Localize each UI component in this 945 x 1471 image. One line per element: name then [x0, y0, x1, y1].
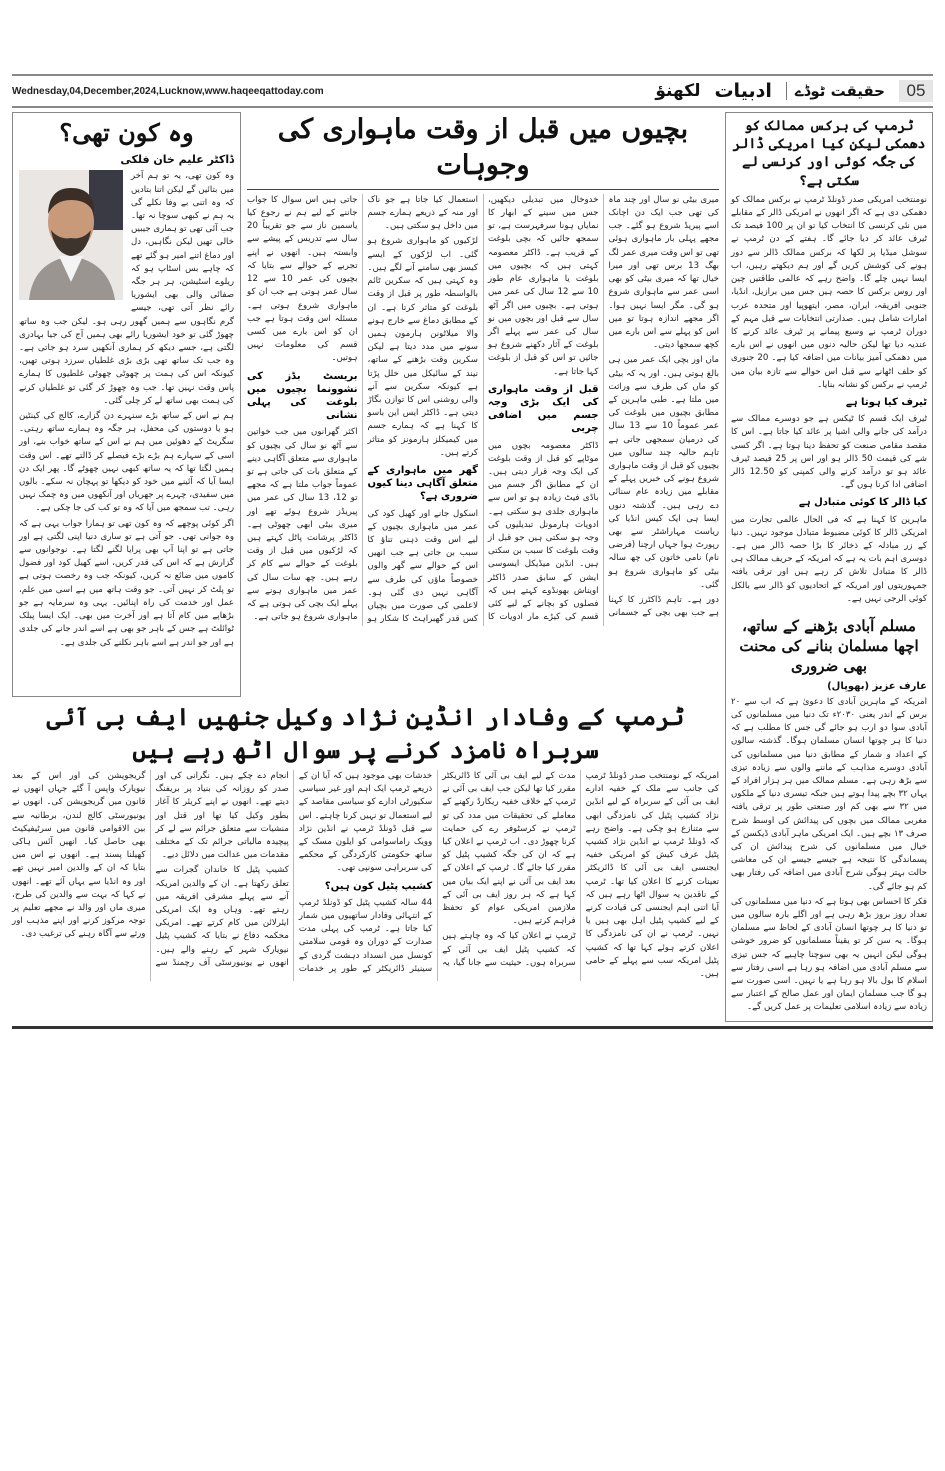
subheading: کیا ڈالر کا کوئی متبادل ہے	[798, 497, 927, 509]
subheading: کشیپ پٹیل کون ہیں؟	[324, 880, 433, 892]
newspaper-page	[12, 0, 933, 1029]
bottom-article	[12, 701, 719, 1021]
paragraph: اگر کوئی پوچھے کہ وہ کون تھی تو ہمارا جواب یہی ہے کہ وہ جوانی تھی۔ جو آتی ہے تو ساری دنیا اپنی لگتی ہے اور جاتی ہے تو اپنا آپ بھی پرایا لگنے لگتا ہے۔ نوجوانوں سے گزارش ہے کہ اس کی قدر کریں، اسے کھیل کود اور فضول کاموں میں ضائع نہ کریں، کیونکہ جب وہ رخصت ہوتی ہے تو پلٹ کر نہیں آتی۔ جو وقت ہاتھ میں ہے اسی میں علم، عمل اور خدمت کی راہ اپنائیں۔ یہی وہ سرمایہ ہے جو بڑھاپے میں کام آتا ہے اور آخرت میں بھی۔ ایک ایسا پبلک ٹوائلٹ ہے جس کے باہر جو بھی ہے اسے اندر جانے کی جلدی ہے اور جو اندر ہے اسے باہر نکلنے کی جلدی ہے۔	[19, 518, 234, 648]
masthead-titles	[615, 80, 933, 102]
paragraph: دور ہے۔ تاہم ڈاکٹرز کا کہنا ہے جب بھی بچی کے جسمانی خدوخال میں تبدیلی دیکھیں، جس میں سینے کے ابھار کا نمایاں ہونا سرفہرست ہے، تو سمجھ جائیں کہ بچی بلوغت کے قریب ہے۔ ڈاکٹر معصومہ کہتی ہیں کہ بچیوں میں بلوغت یا ماہواری عام طور 10 سے 12 سال کی عمر میں ہوتی ہے۔ بچیوں میں اگر آٹھ سال سے قبل اور بچوں میں نو سال کی عمر سے پہلے اگر بلوغت کے آثار دکھنے شروع ہو جائیں تو اس کو قبل از بلوغت کہا جاتا ہے۔	[488, 194, 719, 619]
dateline: Wednesday,04,December,2024,Lucknow,www.haqeeqattoday.com	[12, 85, 324, 97]
right-article-2-title: مسلم آبادی بڑھنے کے ساتھ، اچھا مسلمان بنانے کی محنت بھی ضروری	[739, 616, 919, 676]
main-article-body	[247, 194, 719, 627]
bottom-article-body	[12, 770, 719, 981]
paragraph: وہ کون تھی، یہ تو ہم آخر میں بتائیں گے لیکن اتنا بتادیں کہ وہ اتنی بے وفا نکلے گی یہ ہم نے کبھی سوچا نہ تھا۔ جب آئی تھی تو ہماری جیبیں خالی تھیں لیکن نگاہیں، دل اور دماغ اتنے امیر ہو گئے تھے کہ چاہے بس اسٹاپ ہو کہ ریلوے اسٹیشن، ہر ہر جگہ صفائی والی بھی ایشوریا رائے نظر آتی تھی، جیسے گرم نگاہوں سے ہمیں گھور رہی ہو۔ لیکن جب وہ ساتھ چھوڑ گئی تو خود ایشوریا رائے بھی ہمیں آج کی جیا بہادری لگتی ہے، جسے دیکھ کر ہماری آنکھیں سرد ہو جاتی ہے۔ وہ جب تک ساتھ تھی بڑی بڑی غلطیاں سرزد ہوتی تھیں، کیونکہ اس کی ہمت پر چھوٹی چھوٹی غلطیوں کا ہمارے پاس وقت نہیں تھا۔ جب وہ چھوڑ کر گئی تو غلطیاں کرنے کی ہمت بھی ساتھ لے کر چلی گئی۔	[19, 171, 234, 406]
left-article-author: ڈاکٹر علیم خان فلکی	[120, 153, 234, 167]
paragraph: کشیپ پٹیل کا خاندان گجرات سے تعلق رکھتا ہے۔ ان کے والدین امریکہ آنے سے پہلے مشرقی افریقہ میں رہتے تھے۔ وہاں وہ ایک امریکی ایئرلائن میں کام کرتے تھے۔ امریکی محکمہ دفاع نے بتایا کہ کشیپ پٹیل نیویارک شہر کے رہنے والے ہیں۔ انھوں نے یونیورسٹی آف رچمنڈ سے گریجویشن کی اور اس کے بعد نیویارک واپس آ گئے جہاں انھوں نے قانون میں گریجویشن کی۔ انھوں نے یونیورسٹی کالج لندن، برطانیہ سے بین الاقوامی قانون میں سرٹیفیکیٹ بھی حاصل کیا۔ انھیں آئس ہاکی کھیلنا پسند ہے۔ انھوں نے اس میں بتایا کہ ان کے والدین امیر نہیں تھے اور وہ انڈیا سے یہاں آئے تھے۔ انھوں نے کہا کہ بہت سے والدین کی طرح، میری ماں اور والد نے مجھے تعلیم پر توجہ مرکوز کرنے اور اپنے مذہب اور ورثے سے آگاہ رہنے کی ترغیب دی۔	[12, 770, 289, 968]
subheading: گھر میں ماہواری کے متعلق آگاہی دینا کیوں ضروری ہے؟	[367, 464, 478, 503]
paragraph: میری بیٹی نو سال اور چند ماہ کی تھی جب ایک دن اچانک اسے پیریڈ شروع ہو گئے۔ جب مجھے پہلی بار ماہواری ہوئی تھی تو اس وقت میری عمر لگ بھگ 13 برس تھی اور میرا خیال تھا کہ میری بیٹی کو بھی اسی عمر سے ماہواری شروع ہو گی۔ مگر ایسا نہیں ہوا۔ اگر مجھے اندازہ ہوتا تو میں اس کو پہلے سے اس بارے میں کچھ سمجھا دیتی۔	[608, 194, 719, 351]
paragraph: امریکہ کے ماہرین آبادی کا دعویٰ ہے کہ اب سے ۲۰ برس کے اندر یعنی ۲۰۳۰ء تک دنیا میں مسلمانوں کی آبادی سوا دو ارب ہو جائے گی جس کا مطلب ہے کہ دنیا کا ہر چوتھا انسان مسلمان ہوگا۔ گذشتہ سالوں کے اعداد و شمار کے مطابق دنیا میں مسلمانوں کی آبادی دوسرے مذاہب کے ماننے والوں سے زیادہ تیزی سے بڑھ رہی ہے۔ مسلم ممالک میں ہر ہزار افراد کے یہاں ۳۲ بچے پیدا ہوتے ہیں جبکہ تیسری دنیا کے ملکوں میں ۳۲ سے بھی کم اور صنعتی طور پر ترقی یافتہ مغربی ممالک میں بچوں کی پیدائش کی اوسط شرح صرف ۱۳ بچے ہیں۔ ایک امریکی ماہر آبادی ڈیکسن کے خیال میں مسلمانوں کی شرح پیدائش ان کی پسماندگی کا نتیجہ ہے جیسے جیسے ان کی معاشی حالت بہتر ہوگی شرح آبادی میں اضافہ کی رفتار بھی کم ہو جائے گی۔	[731, 696, 927, 892]
paragraph: لڑکیوں کو ماہواری شروع ہو گئی۔ اب لڑکوں کے ایسے کیسز بھی سامنے آنے لگے ہیں۔ وہ کہتی ہیں کہ سکرین ٹائم بالواسطہ طور پر قبل از وقت بلوغت کو متاثر کرتا ہے۔ ان کے مطابق دماغ سے خارج ہونے والا میلاٹونن ہارمون ہمیں سونے میں مدد دیتا ہے لیکن سکرین وقت بڑھنے کے ساتھ، نیند کے سائیکل میں خلل پڑتا ہے کیونکہ سکرین سے آنے والی روشنی اس کا توازن بگاڑ دیتی ہے۔ ڈاکٹر ایس این باسو کا کہنا ہے کہ ہمارے جسم میں کیمیکلز ہارمونز کو متاثر کرتے ہیں۔	[367, 236, 478, 458]
bottom-article-title: ٹرمپ کے وفادار انڈین نژاد وکیل جنھیں ایف بی آئی سربراہ نامزد کرنے پر سوال اٹھ رہے ہیں	[46, 702, 685, 764]
subheading: بریسٹ بڈز کی نشوونما بچیوں میں بلوغت کی پہلی نشانی	[247, 370, 358, 422]
left-article-title: وہ کون تھی؟	[59, 118, 194, 147]
page-number: 05	[899, 80, 933, 102]
page-bottom-rule	[12, 1026, 933, 1029]
paragraph: فکر کا احساس بھی ہوتا ہے کہ دنیا میں مسلمانوں کی تعداد روز بروز بڑھ رہی ہے اور اگلے بارہ سالوں میں تو دنیا کا ہر چوتھا انسان آبادی کے لحاظ سے مسلمان ہوگا۔ یہ سن کر تو یقیناً مسلمانوں کو ضرور خوشی ہوگی لیکن انہیں یہ بھی سوچنا چاہیے کہ جس تیزی سے مسلم آبادی میں اضافہ ہو رہا ہے اسی رفتار سے اسلام کا بول بالا ہو رہا ہے یا نہیں۔ اسی صورت سے ہو گا جب مسلمان ایمان اور عمل صالح کے اعتبار سے زیادہ سے زیادہ اسلامی تعلیمات پر عمل کریں گے۔	[731, 896, 927, 1013]
author-portrait-icon	[19, 170, 123, 300]
main-article-title: بچیوں میں قبل از وقت ماہواری کی وجوہات	[277, 114, 689, 182]
paragraph: مدت کے لیے ایف بی آئی کا ڈائریکٹر مقرر کیا تھا لیکن جب ایف بی آئی نے ٹرمپ کے خلاف خفیہ ریکارڈ رکھنے کے معاملے کی تحقیقات میں مدد کی تو ٹرمپ نے کرسٹوفر رے کی حمایت کرنا چھوڑ دی۔ اب ٹرمپ نے اعلان کیا ہے کہ ان کی جگہ کشیپ پٹیل کو مقرر کیا جائے گا۔ ٹرمپ کے اعلان کے بعد ایف بی آئی نے اپنے ایک بیان میں کہا ہے کہ ہر روز ایف بی آئی کے ملازمین امریکی عوام کو تحفظ فراہم کرتے ہیں۔	[442, 770, 576, 927]
paragraph: ماہرین کا کہنا ہے کہ فی الحال عالمی تجارت میں امریکی ڈالر کا کوئی مضبوط متبادل موجود نہیں۔ دنیا کے زر مبادلہ کے ذخائر کا بڑا حصہ ڈالر میں ہے۔ دوسری اہم بات یہ ہے کہ امریکہ کے حریف ممالک ہی ڈالر کا متبادل تلاش کر رہے ہیں اور ترقی یافتہ جمہوریتوں اور امریکہ کے اتحادیوں کو ڈالر سے بالکل کوئی الرجی نہیں ہے۔	[731, 514, 927, 604]
paragraph: ہم نے اس کے ساتھ بڑے سنہرے دن گزارے، کالج کی کینٹین ہو یا دوستوں کی محفل، ہر جگہ وہ ہمارے ساتھ رہتی۔ سگریٹ کے دھوئیں میں ہم نے اس کے ساتھ خواب بنے، اور اسی کے سہارے ہم بڑے بڑے فیصلے کر ڈالتے تھے۔ اس وقت ہمیں لگتا تھا کہ یہ ساتھ کبھی نہیں چھوٹے گا۔ پھر ایک دن ایسا آیا کہ آئینے میں خود کو دیکھا تو پہچان نہ سکے۔ بالوں میں سفیدی، چہرے پر جھریاں اور آنکھوں میں وہ چمک نہیں رہی۔ تب سمجھ میں آیا کہ وہ تو کب کی جا چکی ہے۔	[19, 411, 234, 514]
newspaper-logo: حقیقت ٹوڈے	[786, 82, 885, 100]
paragraph: ٹیرف ایک قسم کا ٹیکس ہے جو دوسرے ممالک سے درآمد کی جانے والی اشیا پر عائد کیا جاتا ہے۔ اس کا مقصد مقامی صنعت کو تحفظ دینا ہوتا ہے۔ اگر کسی شے کی قیمت 50 ڈالر ہو اور اس پر 25 فیصد ٹیرف عائد ہو تو درآمد کرنے والی کمپنی کو 12.50 ڈالر اضافی ادا کرنا ہوں گے۔	[731, 414, 928, 491]
city-label: لکھنؤ	[655, 81, 701, 101]
subheading: ٹیرف کیا ہوتا ہے	[845, 396, 927, 408]
paragraph: ڈاکٹر معصومہ بچوں میں موٹاپے کو قبل از وقت بلوغت کی ایک وجہ قرار دیتی ہیں۔ ان کے مطابق اگر جسم میں باڈی فیٹ زیادہ ہو تو اس سے ماہواری جلدی ہو سکتی ہے۔ ادویات ہارمونل تبدیلیوں کی وجہ ہو سکتی ہیں جو قبل از وقت بلوغت کا سبب بن سکتی ہیں۔ انڈین میڈیکل ایسوسی ایشن کے سابق صدر ڈاکٹر اویناش بھونڈوے کہتے ہیں کہ فصلوں کو بچانے کے لیے کئی قسم کی کیڑے مار ادویات کا استعمال کیا جاتا ہے جو ناک اور منہ کے ذریعے ہمارے جسم میں داخل ہو سکتی ہیں۔	[367, 194, 599, 623]
right-article-title: ٹرمپ کی برکس ممالک کو دھمکی لیکن کیا امریکی ڈالر کی جگہ کوئی اور کرنسی لے سکتی ہے؟	[732, 118, 926, 189]
paragraph: اکثر گھرانوں میں جب خواتین سے آٹھ نو سال کی بچیوں کو ماہواری سے متعلق آگاہی دینے کے متعلق بات کی جاتی ہے تو عموماً جواب ملتا ہے کہ مجھے تو 12، 13 سال کی عمر میں پیریڈز شروع ہوئے تھے اور میری بیٹی ابھی چھوٹی ہے۔ ڈاکٹر پرشانت پاٹل کہتے ہیں کہ لڑکیوں میں قبل از وقت بلوغت کے حوالے سے کام کر رہے ہیں۔ چھ سات سال کی عمر میں ماہواری ہونے سے پہلے ایک بچی کی ہوتی ہے کہ ماہواری شروع ہو جاتی ہے۔	[247, 427, 358, 623]
page-grid	[12, 112, 933, 1022]
paragraph: امریکہ کے نومنتخب صدر ڈونلڈ ٹرمپ کی جانب سے ملک کے خفیہ ادارے ایف بی آئی کے سربراہ کے لیے انڈین نژاد کشیپ پٹیل کی نامزدگی ابھی سے متنازع ہو چکی ہے۔ واضح رہے کہ ڈونلڈ ٹرمپ نے انڈین نژاد کشیپ پٹیل عرف کیش کو امریکی خفیہ ایجنسی ایف بی آئی کا ڈائریکٹر تعینات کرنے کا اعلان کیا تھا۔ ٹرمپ کے ناقدین یہ سوال اٹھا رہے ہیں کہ آیا اتنی اہم ایجنسی کی قیادت کرنے کے لیے کشیپ پٹیل اہل بھی ہیں یا نہیں۔ ٹرمپ نے ان کی نامزدگی کا اعلان کرتے ہوئے کہا تھا کہ کشیپ پٹیل امریکہ سب سے پہلے کے حامی ہیں۔	[585, 770, 719, 979]
main-title-rule	[247, 189, 719, 190]
section-title: ادبیات	[714, 80, 772, 102]
subheading: قبل از وقت ماہواری کی ایک بڑی وجہ جسم میں اضافی چربی	[488, 383, 599, 435]
left-article-box	[12, 112, 241, 697]
right-column-box	[725, 112, 933, 1022]
paragraph: 44 سالہ کشیپ پٹیل کو ڈونلڈ ٹرمپ کے انتہائی وفادار ساتھیوں میں شمار کیا جاتا ہے۔ ٹرمپ کی پہلی مدت صدارت کے دوران وہ قومی سلامتی کونسل میں انسداد دہشت گردی کے سینیئر ڈائریکٹر کے طور پر خدمات انجام دے چکے ہیں۔ نگرانی کی اور صدر کو روزانہ کی بنیاد پر بریفنگ دیتے تھے۔ انھوں نے اپنے کریئر کا آغاز بطور وکیل کیا تھا اور قتل اور منشیات سے متعلق جرائم سے لے کر پیچیدہ مالیاتی جرائم تک کے مختلف مقدمات میں عدالت میں دلائل دیے۔	[155, 770, 433, 974]
paragraph: ماں اور بچی ایک عمر میں ہی بالغ ہوتی ہیں۔ اور یہ کہ بیٹی کو ماں کی طرف سے وراثت میں ملتا ہے۔ طبی ماہرین کے مطابق بچیوں میں بلوغت کی عمر عموماً 10 سے 13 سال کی درمیان سمجھی جاتی ہے تاہم حالیہ چند سالوں میں بچیوں کو قبل از وقت ماہواری شروع ہونے کی خبریں پہلے کے مقابلے میں زیادہ عام سنائی دے رہی ہیں۔ گذشتہ دنوں ایسا ہی ایک کیس انڈیا کی ریاست مہاراشٹر سے بھی رپورٹ ہوا جہاں ارچنا (فرضی نام) نامی خاتون کی چھ سالہ بیٹی کو ماہواری شروع ہو گئی۔	[608, 355, 720, 590]
masthead	[12, 74, 933, 108]
paragraph: اسکول جانے اور کھیل کود کی عمر میں ماہواری بچیوں کے لیے اس وقت ذہنی تناؤ کا سبب بن جاتی ہے جب انھیں اس کے حوالے سے گھر والوں خصوصاً ماؤں کی طرف سے آگاہی نہیں دی گئی ہو۔ لاعلمی کی صورت میں بچیاں کس قدر گھبراہٹ کا شکار ہو جاتی ہیں اس سوال کا جواب جاننے کے لیے ہم نے رجوع کیا یاسمین ناز سے جو تقریباً 20 سال سے تدریس کے پیشے سے وابستہ ہیں۔ انھوں نے اپنے تجربے کے حوالے سے بتایا کہ بچیوں کی عمر 10 سے 12 سال عمر ہوتی ہے جب ان کو ماہواری شروع ہوتی ہے۔ مسئلہ اس وقت ہوتا ہے جب ان کو اس بارے میں کسی قسم کی معلومات نہیں ہوتیں۔	[247, 194, 478, 625]
paragraph: ٹرمپ نے اعلان کیا کہ وہ چاہتے ہیں کہ کشیپ پٹیل ایف بی آئی کے سربراہ ہوں۔ حیثیت سے جانا گیا، یہ خدشات بھی موجود ہیں کہ آیا ان کے ذریعے ٹرمپ ایک اہم اور غیر سیاسی سکیورٹی ادارے کو سیاسی مقاصد کے لیے استعمال تو نہیں کرنا چاہتے۔ اس سے قبل ڈونلڈ ٹرمپ نے انڈین نژاد وویک راماسوامی کو ایلون مسک کے ساتھ حکومتی کارکردگی کے محکمے کی سربراہی سونپی تھی۔	[298, 770, 576, 968]
right-article-body	[731, 194, 927, 606]
right-article-2-body	[731, 696, 927, 1015]
author-photo	[19, 170, 123, 300]
main-article	[247, 112, 719, 697]
paragraph: نومنتخب امریکی صدر ڈونلڈ ٹرمپ نے برکس ممالک کو دھمکی دی ہے کہ اگر انھوں نے امریکی ڈالر کے مقابلے میں نئی کرنسی کا انتخاب کیا تو ان پر 100 فیصد تک ٹیرف عائد کر دیا جائے گا۔ ہفتے کے دن ٹرمپ نے سوشل میڈیا پر لکھا کہ برکس ممالک ڈالر سے دور ہونے کی کوشش کریں گے اور ہم دیکھتے رہیں، اب ایسا نہیں چلے گا۔ واضح رہے کہ عالمی طاقتیں چین اور روس برکس کا حصہ ہیں جس میں برازیل، انڈیا، جنوبی افریقہ، ایران، مصر، ایتھوپیا اور متحدہ عرب امارات شامل ہیں۔ صدارتی انتخابات سے قبل مہم کے دوران ٹرمپ نے وسیع پیمانے پر ٹیرف عائد کرنے کا عندیہ دیا تھا لیکن حالیہ دنوں میں انھوں نے اس بارے میں دھمکی آمیز بیانات میں اضافہ کیا ہے۔ 20 جنوری کو حلف اٹھانے سے قبل اس حوالے سے تازہ بیان میں ٹرمپ نے برکس کو نشانہ بنایا۔	[731, 194, 927, 390]
right-article-2-author: عارف عزیز (بھوپال)	[827, 680, 927, 692]
